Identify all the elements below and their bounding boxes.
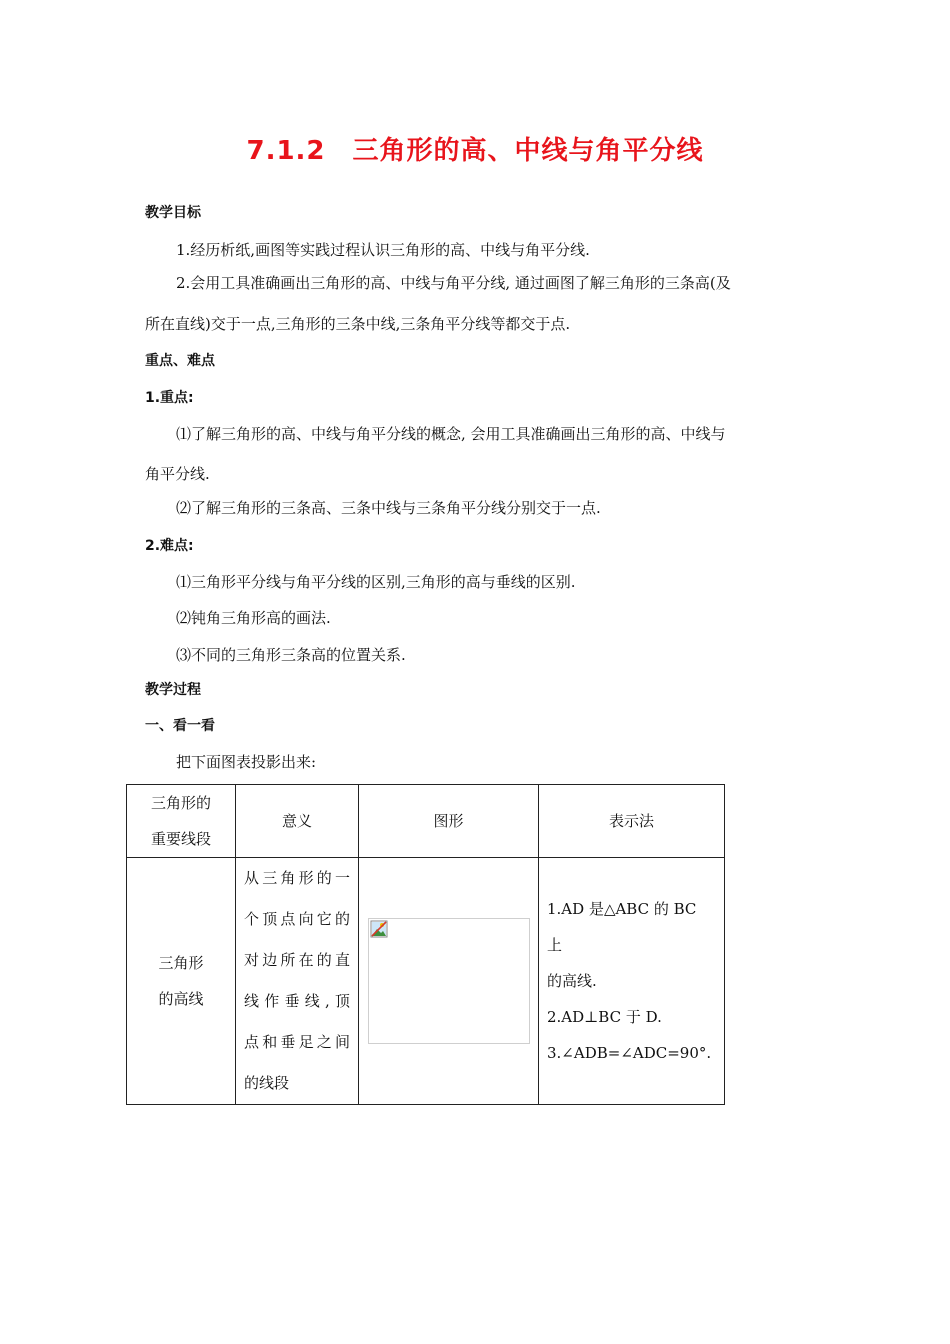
focus-item-2: ⑵了解三角形的三条高、三条中线与三条角平分线分别交于一点. xyxy=(176,499,601,517)
focus-item-1-line-2: 角平分线. xyxy=(145,465,210,483)
broken-image-icon xyxy=(370,920,388,938)
focus-heading: 1.重点: xyxy=(145,390,194,406)
header-figure: 图形 xyxy=(359,785,539,858)
objectives-heading: 教学目标 xyxy=(145,205,201,221)
instruction-text: 把下面图表投影出来: xyxy=(176,753,317,771)
difficulty-item-2: ⑵钝角三角形高的画法. xyxy=(176,609,331,627)
figure-image-placeholder xyxy=(368,918,530,1044)
table-header-row xyxy=(127,785,725,858)
objective-item-1: 1.经历析纸,画图等实践过程认识三角形的高、中线与角平分线. xyxy=(176,241,590,259)
concept-table xyxy=(126,784,724,1103)
process-heading: 教学过程 xyxy=(145,682,201,698)
meaning-cell: 从三角形的一 个顶点向它的 对边所在的直 线作垂线,顶 点和垂足之间 的线段 xyxy=(236,858,359,1105)
objective-item-2-line-1: 2.会用工具准确画出三角形的高、中线与角平分线, 通过画图了解三角形的三条高(及 xyxy=(176,274,731,292)
objective-item-2-line-2: 所在直线)交于一点,三角形的三条中线,三条角平分线等都交于点. xyxy=(145,315,571,333)
header-important-segment: 三角形的 重要线段 xyxy=(127,785,236,858)
difficulty-item-1: ⑴三角形平分线与角平分线的区别,三角形的高与垂线的区别. xyxy=(176,573,576,591)
focus-item-1-line-1: ⑴了解三角形的高、中线与角平分线的概念, 会用工具准确画出三角形的高、中线与 xyxy=(176,425,726,443)
notation-cell: 1.AD 是△ABC 的 BC 上 的高线. 2.AD⊥BC 于 D. 3.∠ADB=∠ADC=90°. xyxy=(539,858,725,1105)
section-one-heading: 一、看一看 xyxy=(145,718,215,734)
difficulty-item-3: ⑶不同的三角形三条高的位置关系. xyxy=(176,646,406,664)
table-row xyxy=(127,858,725,1105)
page-title: 7.1.2 三角形的高、中线与角平分线 xyxy=(246,136,704,166)
header-meaning: 意义 xyxy=(236,785,359,858)
key-points-heading: 重点、难点 xyxy=(145,353,215,369)
figure-cell xyxy=(359,858,539,1105)
difficulty-heading: 2.难点: xyxy=(145,538,194,554)
header-notation: 表示法 xyxy=(539,785,725,858)
segment-name-cell: 三角形 的高线 xyxy=(127,858,236,1105)
